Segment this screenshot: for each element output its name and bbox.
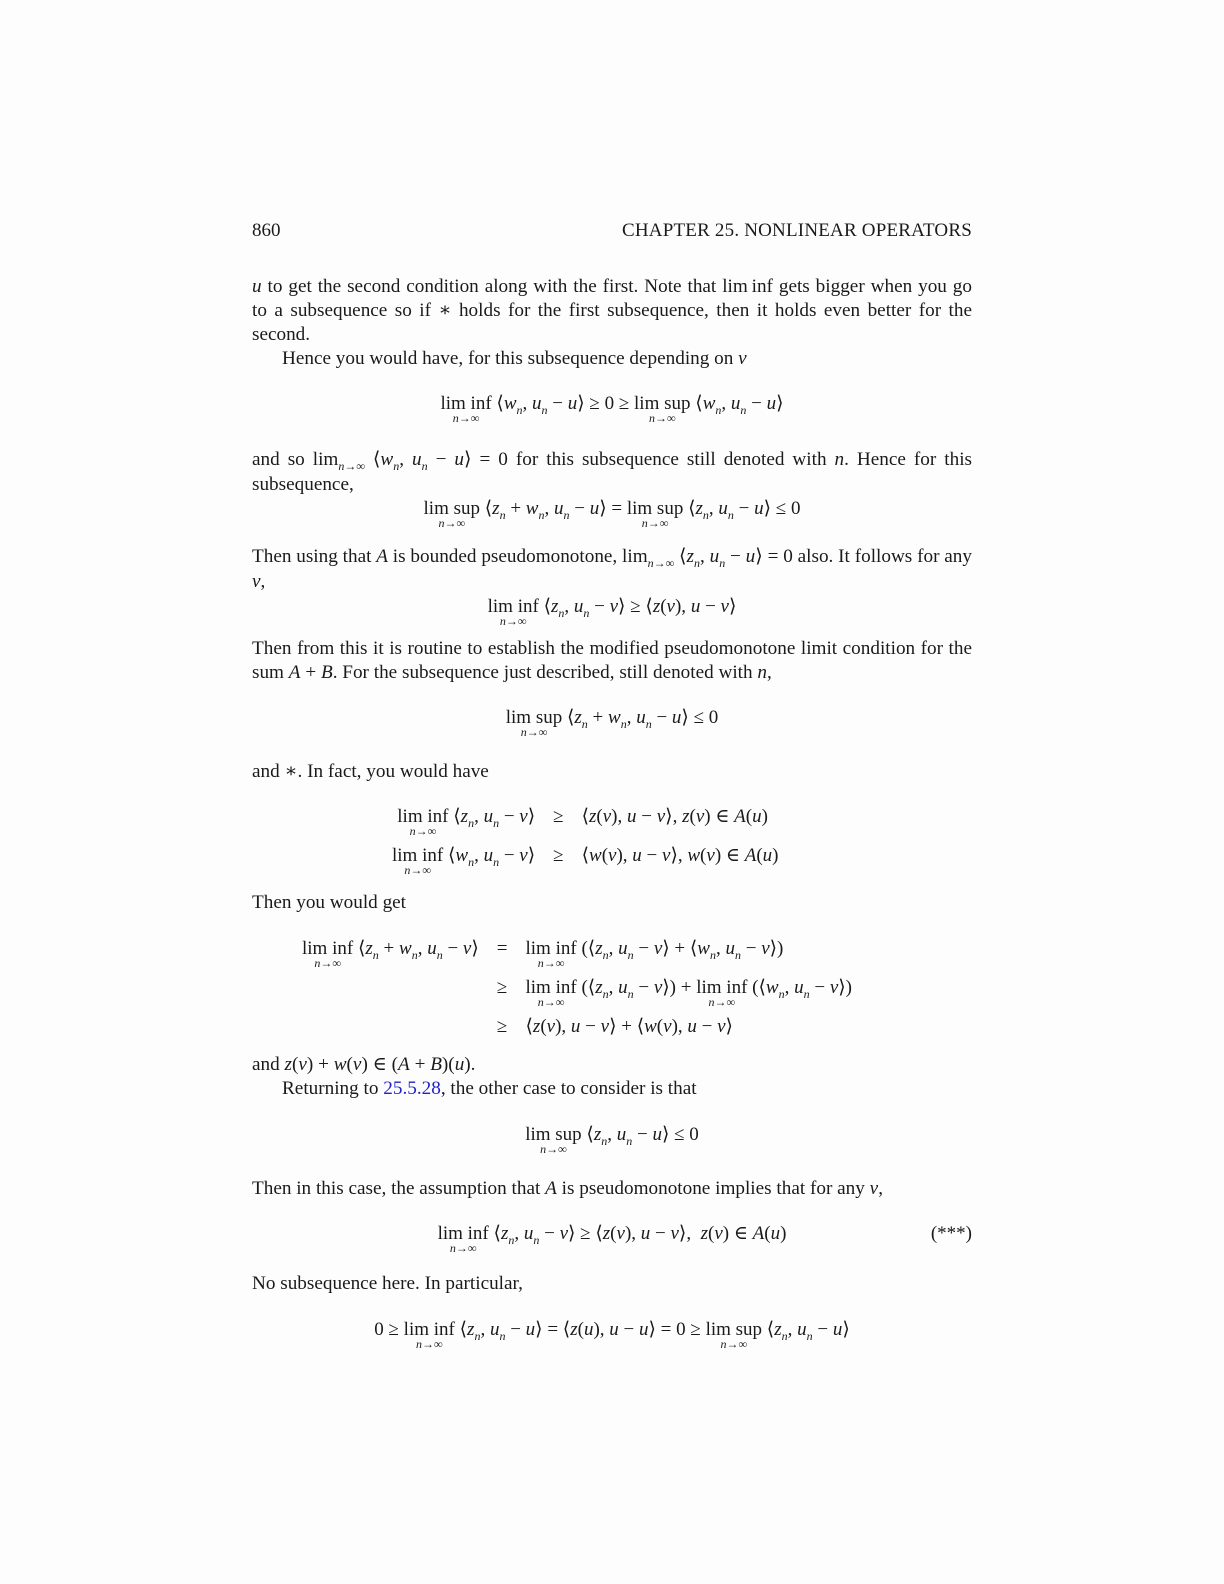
paragraph-11: No subsequence here. In particular, — [252, 1273, 523, 1294]
running-header — [252, 220, 972, 248]
equation-3: lim inf n→∞ $⟨z_n$, $u_n$ − v⟩ ≥ ⟨z(v), u − v⟩ — [487, 596, 737, 628]
paragraph-6: and ∗. In fact, you would have — [252, 761, 489, 782]
paragraph-4: Then using that A is bounded pseudomonotone, $\lim_{n\to\infty}$ $⟨z_n$, $u_n$ − u⟩ = 0 also. It follows for any v, — [252, 546, 972, 592]
paragraph-9 — [252, 1077, 972, 1101]
equation-6-row-1: lim inf n→∞ $⟨z_n + w_n$, $u_n$ − v⟩ = lim inf n→∞ ($⟨z_n$, $u_n$ − v⟩ + $⟨w_n$, $u_n$ − v⟩) — [302, 938, 784, 970]
paragraph-1: u to get the second condition along with the first. Note that lim inf gets bigger when you go to a subsequence so if ∗ holds for the first subsequence, then it holds even better for the second. — [252, 276, 972, 345]
equation-tag: (***) — [930, 1223, 972, 1244]
equation-8: lim inf n→∞ $⟨z_n$, $u_n$ − v⟩ ≥ ⟨z(v), u − v⟩, z(v) ∈ A(u) (***) — [437, 1223, 972, 1255]
paragraph-2: Hence you would have, for this subsequence depending on v — [282, 348, 747, 369]
paragraph-3: and so $\lim_{n\to\infty}$ $⟨w_n$, $u_n$ − u⟩ = 0 for this subsequence still denoted with n. Hence for this subsequence, — [252, 449, 972, 495]
equation-1: lim inf n→∞ $⟨w_n$, $u_n$ − u⟩ ≥ 0 ≥ lim sup n→∞ $⟨w_n$, $u_n$ − u⟩ — [440, 393, 784, 425]
equation-9: 0 ≥ lim inf n→∞ $⟨z_n$, $u_n$ − u⟩ = ⟨z(u), u − u⟩ = 0 ≥ lim sup n→∞ $⟨z_n$, $u_n$ − u⟩ — [374, 1319, 850, 1351]
equation-6-row-2: ≥ lim inf n→∞ ($⟨z_n$, $u_n$ − v⟩) + lim inf n→∞ ($⟨w_n$, $u_n$ − v⟩) — [496, 977, 853, 1009]
page-number: 860 — [252, 220, 281, 241]
equation-5 — [252, 805, 972, 883]
paragraph-10: Then in this case, the assumption that A is pseudomonotone implies that for any v, — [252, 1178, 883, 1199]
equation-reference-link[interactable]: 25.5.28 — [383, 1078, 441, 1099]
equation-2: lim sup n→∞ $⟨z_n + w_n$, $u_n$ − u⟩ = lim sup n→∞ $⟨z_n$, $u_n$ − u⟩ ≤ 0 — [423, 498, 801, 530]
equation-6 — [252, 937, 972, 1053]
equation-5-row-1: lim inf n→∞ $⟨z_n$, $u_n$ − v⟩ ≥ ⟨z(v), u − v⟩, z(v) ∈ A(u) — [397, 806, 768, 838]
paragraph-5: Then from this it is routine to establish the modified pseudomonotone limit condition for the sum A + B. For the subsequence just described, still denoted with n, — [252, 638, 972, 683]
equation-7: lim sup n→∞ $⟨z_n$, $u_n$ − u⟩ ≤ 0 — [525, 1124, 699, 1156]
equation-6-row-3: ≥ ⟨z(v), u − v⟩ + ⟨w(v), u − v⟩ — [496, 1016, 733, 1037]
paragraph-7: Then you would get — [252, 892, 407, 913]
paragraph-9-suffix: , the other case to consider is that — [440, 1078, 697, 1099]
equation-4: lim sup n→∞ $⟨z_n + w_n$, $u_n$ − u⟩ ≤ 0 — [505, 707, 719, 739]
paragraph-8: and z(v) + w(v) ∈ (A + B)(u). — [252, 1054, 476, 1075]
paragraph-9-prefix: Returning to — [282, 1078, 384, 1099]
chapter-title: CHAPTER 25. NONLINEAR OPERATORS — [622, 220, 972, 241]
equation-5-row-2: lim inf n→∞ $⟨w_n$, $u_n$ − v⟩ ≥ ⟨w(v), u − v⟩, w(v) ∈ A(u) — [392, 845, 779, 877]
